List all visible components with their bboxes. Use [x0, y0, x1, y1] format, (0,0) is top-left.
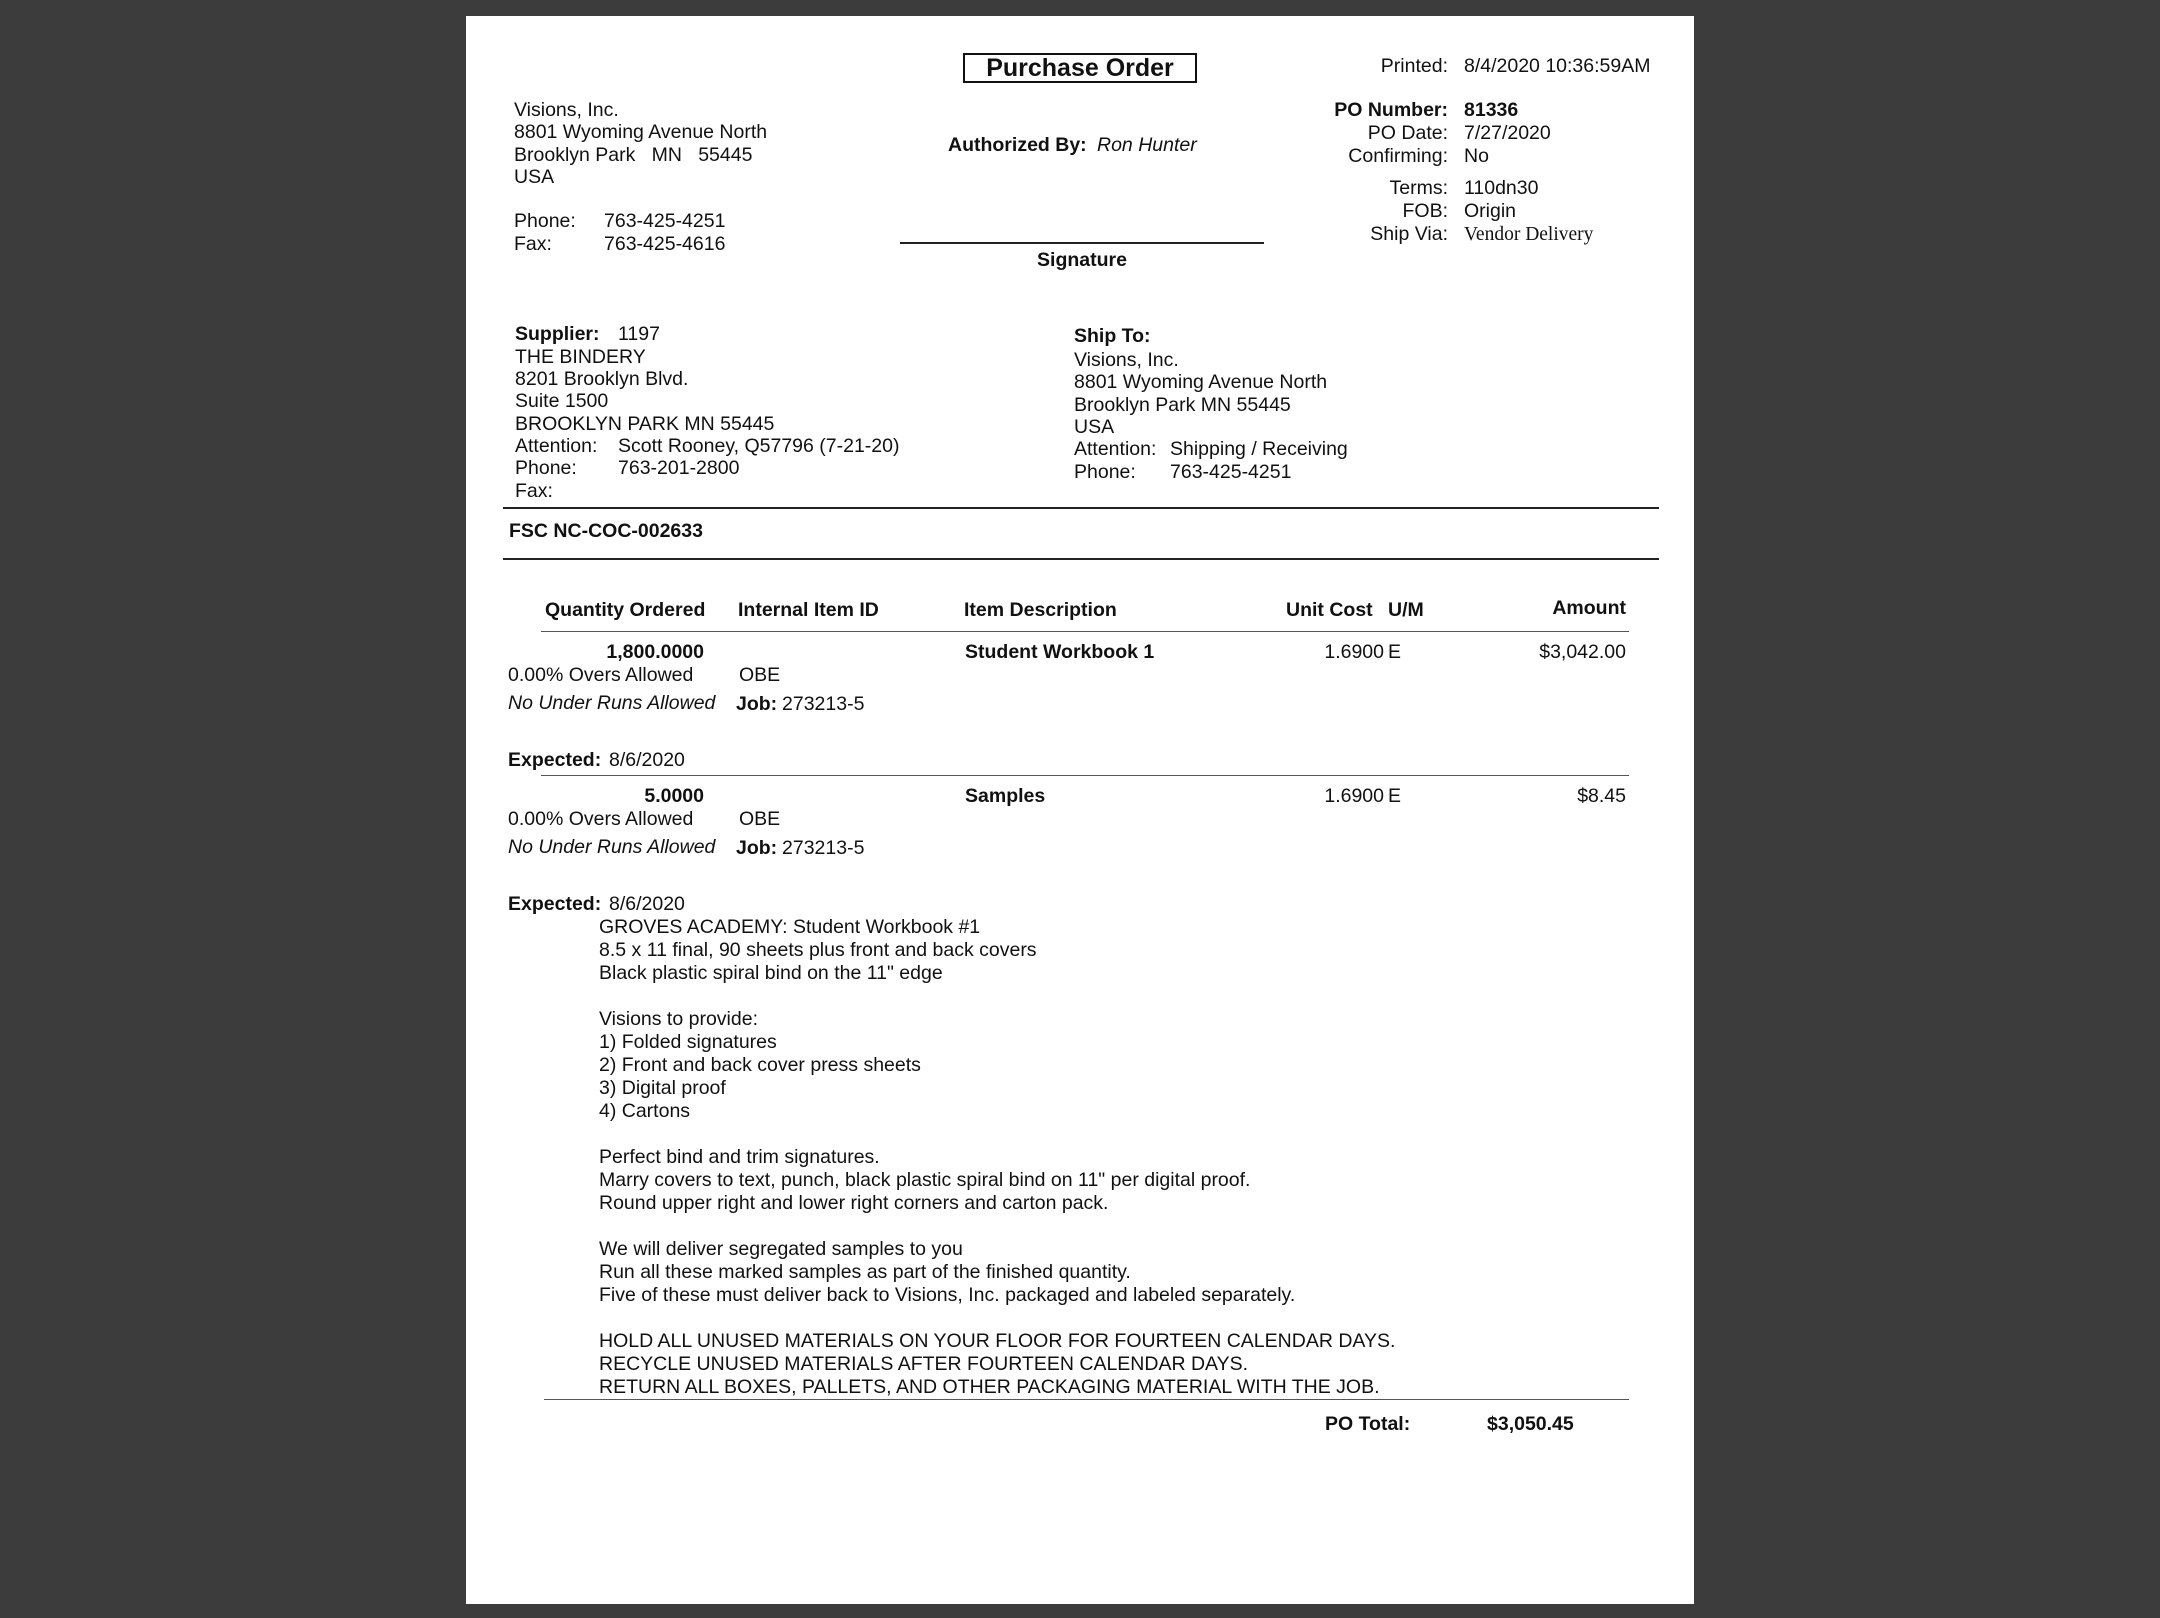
item-expected-label: Expected: — [508, 749, 602, 771]
item-expected-label: Expected: — [508, 893, 602, 915]
item-job: 273213-5 — [782, 693, 865, 715]
item-qty: 5.0000 — [644, 785, 704, 807]
item-under-runs: No Under Runs Allowed — [508, 692, 716, 714]
col-um-header: U/M — [1388, 599, 1424, 621]
supplier-attention-label: Attention: — [515, 435, 598, 457]
company-phone-label: Phone: — [514, 210, 576, 232]
fob-value: Origin — [1464, 200, 1517, 222]
po-total-value: $3,050.45 — [1487, 1413, 1574, 1435]
note-line: HOLD ALL UNUSED MATERIALS ON YOUR FLOOR FOR FOURTEEN CALENDAR DAYS. — [599, 1330, 1396, 1352]
ship-to-country: USA — [1074, 416, 1115, 438]
note-line: 4) Cartons — [599, 1100, 691, 1122]
ship-to-street: 8801 Wyoming Avenue North — [1074, 371, 1328, 393]
ship-via-label: Ship Via: — [1370, 223, 1448, 245]
col-amount-header: Amount — [1552, 597, 1626, 619]
note-line — [599, 985, 1395, 1008]
authorized-value: Ron Hunter — [1097, 134, 1197, 156]
note-line: Five of these must deliver back to Visions, Inc. packaged and labeled separately. — [599, 1284, 1296, 1306]
ship-to-phone-label: Phone: — [1074, 461, 1136, 483]
item-unit-cost: 1.6900 — [1324, 785, 1384, 807]
note-line: Marry covers to text, punch, black plastic spiral bind on 11" per digital proof. — [599, 1169, 1251, 1191]
supplier-label: Supplier: — [515, 323, 600, 345]
note-line: Run all these marked samples as part of the finished quantity. — [599, 1261, 1131, 1283]
company-phone: 763-425-4251 — [604, 210, 726, 232]
note-line — [599, 1123, 1395, 1146]
po-date: 7/27/2020 — [1464, 122, 1551, 144]
item-under-runs: No Under Runs Allowed — [508, 836, 716, 858]
note-line: 8.5 x 11 final, 90 sheets plus front and back covers — [599, 939, 1037, 961]
item-um: E — [1388, 641, 1402, 663]
ship-to-name: Visions, Inc. — [1074, 349, 1179, 371]
note-line: Black plastic spiral bind on the 11" edge — [599, 962, 943, 984]
supplier-suite: Suite 1500 — [515, 390, 609, 412]
printed-label: Printed: — [1380, 55, 1448, 77]
po-total-label: PO Total: — [1325, 1413, 1411, 1435]
supplier-id: 1197 — [618, 323, 660, 345]
po-number-label: PO Number: — [1334, 99, 1448, 121]
item-overs: 0.00% Overs Allowed — [508, 808, 694, 830]
note-line: We will deliver segregated samples to you — [599, 1238, 963, 1260]
item-amount: $3,042.00 — [1539, 641, 1626, 663]
company-fax-label: Fax: — [514, 233, 552, 255]
terms-label: Terms: — [1389, 177, 1448, 199]
item-job: 273213-5 — [782, 837, 865, 859]
item-id: OBE — [739, 808, 781, 830]
company-name: Visions, Inc. — [514, 99, 619, 121]
item-description: Samples — [965, 785, 1046, 807]
po-date-label: PO Date: — [1367, 122, 1448, 144]
signature-label: Signature — [1037, 249, 1127, 271]
ship-to-attention-label: Attention: — [1074, 438, 1157, 460]
item-qty: 1,800.0000 — [606, 641, 704, 663]
company-street: 8801 Wyoming Avenue North — [514, 121, 768, 143]
supplier-fax-label: Fax: — [515, 480, 553, 502]
total-rule — [544, 1399, 1629, 1400]
supplier-phone: 763-201-2800 — [618, 457, 740, 479]
note-line: RECYCLE UNUSED MATERIALS AFTER FOURTEEN CALENDAR DAYS. — [599, 1353, 1249, 1375]
fsc-top-rule — [503, 507, 1659, 509]
item-job-label: Job: — [736, 837, 778, 859]
ship-to-attention: Shipping / Receiving — [1170, 438, 1348, 460]
supplier-street: 8201 Brooklyn Blvd. — [515, 368, 689, 390]
printed-value: 8/4/2020 10:36:59AM — [1464, 55, 1651, 77]
supplier-phone-label: Phone: — [515, 457, 577, 479]
company-city: Brooklyn Park MN 55445 — [514, 144, 753, 166]
ship-to-city: Brooklyn Park MN 55445 — [1074, 394, 1291, 416]
fob-label: FOB: — [1402, 200, 1448, 222]
item-amount: $8.45 — [1577, 785, 1626, 807]
item-expected: 8/6/2020 — [609, 749, 685, 771]
table-header-rule — [541, 631, 1629, 632]
supplier-name: THE BINDERY — [515, 346, 646, 368]
col-item-id-header: Internal Item ID — [738, 599, 879, 621]
fsc-number: FSC NC-COC-002633 — [509, 520, 703, 542]
note-line: RETURN ALL BOXES, PALLETS, AND OTHER PACKAGING MATERIAL WITH THE JOB. — [599, 1376, 1380, 1398]
company-fax: 763-425-4616 — [604, 233, 726, 255]
col-desc-header: Item Description — [964, 599, 1117, 621]
po-number: 81336 — [1464, 99, 1519, 121]
item-description: Student Workbook 1 — [965, 641, 1155, 663]
supplier-attention: Scott Rooney, Q57796 (7-21-20) — [618, 435, 900, 457]
order-notes — [599, 916, 1395, 1399]
col-unit-cost-header: Unit Cost — [1286, 599, 1373, 621]
authorized-label: Authorized By: — [948, 134, 1087, 156]
item-um: E — [1388, 785, 1402, 807]
note-line: GROVES ACADEMY: Student Workbook #1 — [599, 916, 981, 938]
document-title: Purchase Order — [963, 53, 1197, 83]
company-country: USA — [514, 166, 555, 188]
item-divider — [541, 775, 1629, 776]
terms-value: 110dn30 — [1464, 177, 1539, 199]
item-job-label: Job: — [736, 693, 778, 715]
purchase-order-page — [466, 16, 1694, 1604]
note-line — [599, 1307, 1395, 1330]
confirming-value: No — [1464, 145, 1489, 167]
col-qty-header: Quantity Ordered — [545, 599, 706, 621]
item-overs: 0.00% Overs Allowed — [508, 664, 694, 686]
note-line — [599, 1215, 1395, 1238]
ship-to-label: Ship To: — [1074, 325, 1151, 347]
item-expected: 8/6/2020 — [609, 893, 685, 915]
fsc-bottom-rule — [503, 558, 1659, 560]
item-id: OBE — [739, 664, 781, 686]
ship-to-phone: 763-425-4251 — [1170, 461, 1292, 483]
item-unit-cost: 1.6900 — [1324, 641, 1384, 663]
confirming-label: Confirming: — [1348, 145, 1448, 167]
note-line: Visions to provide: — [599, 1008, 758, 1030]
note-line: 2) Front and back cover press sheets — [599, 1054, 921, 1076]
supplier-city: BROOKLYN PARK MN 55445 — [515, 413, 775, 435]
signature-line — [900, 242, 1264, 244]
note-line: 1) Folded signatures — [599, 1031, 777, 1053]
ship-via-value: Vendor Delivery — [1464, 224, 1594, 245]
note-line: Round upper right and lower right corners and carton pack. — [599, 1192, 1109, 1214]
note-line: 3) Digital proof — [599, 1077, 726, 1099]
note-line: Perfect bind and trim signatures. — [599, 1146, 880, 1168]
